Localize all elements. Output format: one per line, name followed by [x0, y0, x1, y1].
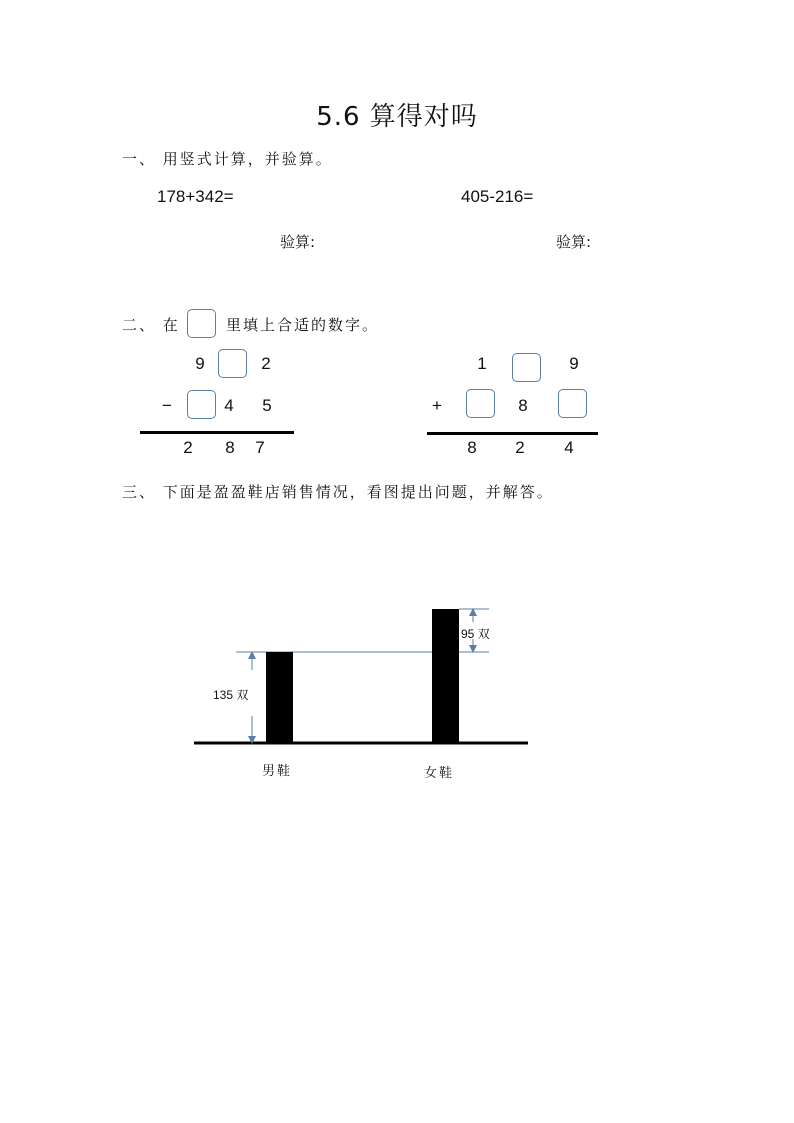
section-1-heading: 一、 用竖式计算，并验算。 — [122, 150, 333, 168]
p1-row2-digit-2: 4 — [224, 396, 234, 415]
bar-womens-shoes — [432, 609, 459, 743]
p1-result-digit-3: 7 — [255, 438, 265, 457]
p2-result-digit-3: 4 — [564, 438, 574, 457]
p2-row2-digit-2: 8 — [518, 396, 528, 415]
bar-mens-shoes — [266, 652, 293, 743]
p1-row2-digit-3: 5 — [262, 396, 272, 415]
p2-result-digit-1: 8 — [467, 438, 477, 457]
p1-row1-digit-3: 2 — [261, 354, 271, 373]
p2-row1-digit-1: 1 — [477, 354, 487, 373]
verify-label-2: 验算: — [556, 233, 592, 251]
p2-result-digit-2: 2 — [515, 438, 525, 457]
p1-result-digit-1: 2 — [183, 438, 193, 457]
annotation-135: 135 双 — [213, 688, 249, 702]
expression-addition: 178+342= — [157, 187, 234, 206]
section-2-heading-start: 二、 在 — [122, 316, 180, 334]
verify-label-1: 验算: — [280, 233, 316, 251]
p1-result-digit-2: 8 — [225, 438, 235, 457]
p1-operator: − — [162, 396, 172, 415]
p2-operator: + — [432, 396, 442, 415]
section-3-heading: 三、 下面是盈盈鞋店销售情况，看图提出问题，并解答。 — [122, 483, 554, 501]
expression-subtraction: 405-216= — [461, 187, 534, 206]
page-title: 5.6 算得对吗 — [316, 102, 478, 132]
category-label-mens: 男鞋 — [262, 764, 293, 779]
annotation-95: 95 双 — [461, 627, 490, 641]
category-label-womens: 女鞋 — [424, 766, 455, 781]
section-2-heading-end: 里填上合适的数字。 — [226, 316, 380, 334]
p2-row1-digit-3: 9 — [569, 354, 579, 373]
p1-row1-digit-1: 9 — [195, 354, 205, 373]
